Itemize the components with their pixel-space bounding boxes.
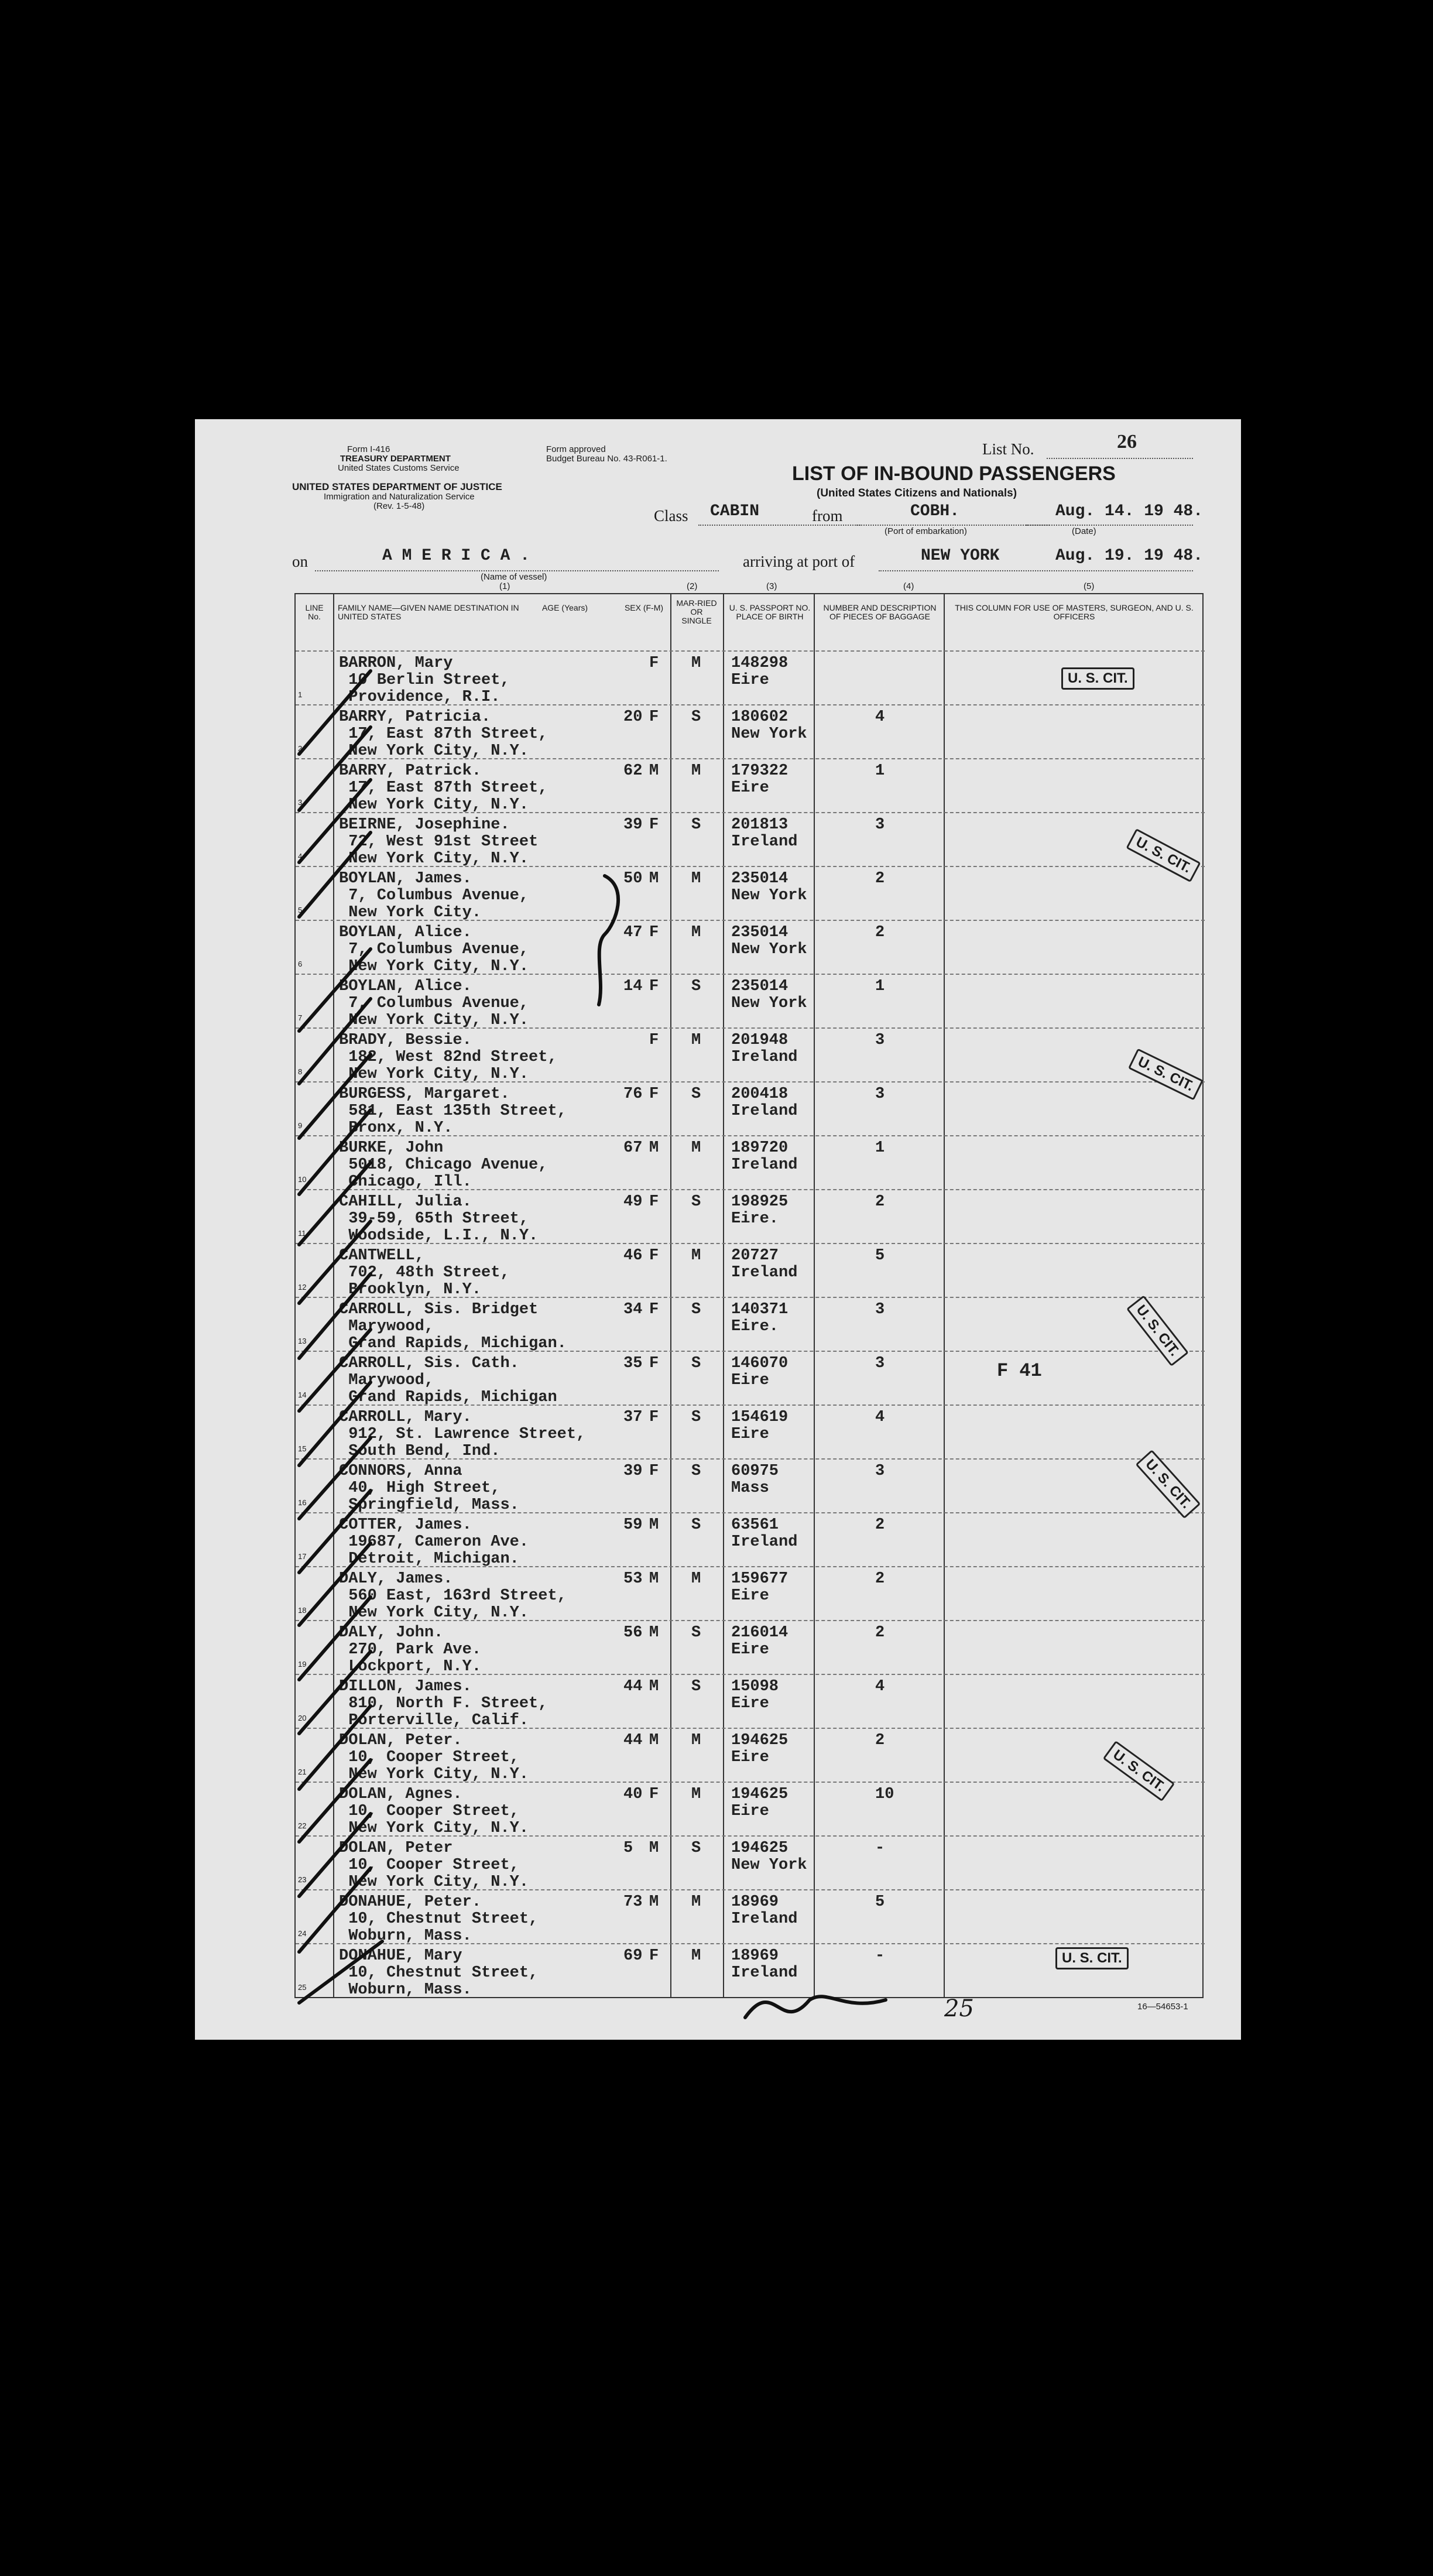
passenger-sex: F <box>649 708 659 726</box>
passenger-age: 53 <box>623 1570 643 1588</box>
passport-and-birthplace: 201813 Ireland <box>731 816 798 851</box>
passport-and-birthplace: 15098 Eire <box>731 1678 779 1712</box>
baggage-count: 3 <box>875 1355 885 1372</box>
marital-status: M <box>691 762 701 780</box>
passenger-age: 44 <box>623 1678 643 1695</box>
passenger-list-document <box>195 419 1241 2040</box>
us-cit-stamp: U. S. CIT. <box>1126 1295 1189 1366</box>
passenger-sex: M <box>649 1624 659 1642</box>
line-number: 1 <box>298 690 303 699</box>
port-of-embarkation: COBH. <box>910 502 960 520</box>
baggage-count: - <box>875 1947 885 1965</box>
vessel-name: A M E R I C A . <box>382 547 530 565</box>
passenger-sex: M <box>649 1678 659 1695</box>
passenger-name-address: CARROLL, Sis. Cath. Marywood, Grand Rapids, Michigan <box>339 1355 557 1406</box>
line-number: 24 <box>298 1929 307 1938</box>
form-approved: Form approved <box>546 444 606 454</box>
marital-status: S <box>691 708 701 726</box>
revision: (Rev. 1-5-48) <box>373 501 425 511</box>
col-num: (2) <box>687 581 698 591</box>
passenger-name-address: DOLAN, Peter. 10, Cooper Street, New York City, N.Y. <box>339 1732 529 1783</box>
col-num: (4) <box>903 581 914 591</box>
baggage-count: 2 <box>875 1624 885 1642</box>
passport-and-birthplace: 179322 Eire <box>731 762 789 797</box>
passenger-name-address: DOLAN, Peter 10, Cooper Street, New York City, N.Y. <box>339 1839 529 1891</box>
passport-and-birthplace: 154619 Eire <box>731 1409 789 1443</box>
line-number: 8 <box>298 1067 303 1076</box>
col-header-married: MAR-RIED OR SINGLE <box>676 598 717 625</box>
marital-status: M <box>691 870 701 888</box>
passenger-age: 14 <box>623 978 643 995</box>
form-number: Form I-416 <box>347 444 390 454</box>
baggage-count: 1 <box>875 1139 885 1157</box>
line-number: 19 <box>298 1660 307 1669</box>
marital-status: S <box>691 1193 701 1211</box>
passenger-name-address: CANTWELL, 702, 48th Street, Brooklyn, N.Y. <box>339 1247 510 1299</box>
line-number: 5 <box>298 906 303 914</box>
passport-and-birthplace: 194625 Eire <box>731 1732 789 1766</box>
document-title: LIST OF IN-BOUND PASSENGERS <box>792 463 1116 485</box>
passport-and-birthplace: 216014 Eire <box>731 1624 789 1659</box>
marital-status: M <box>691 924 701 941</box>
baggage-count: 3 <box>875 816 885 834</box>
marital-status: S <box>691 1409 701 1426</box>
passenger-age: 37 <box>623 1409 643 1426</box>
line-number: 20 <box>298 1714 307 1722</box>
line-number: 13 <box>298 1337 307 1345</box>
passenger-sex: M <box>649 1732 659 1749</box>
passport-and-birthplace: 201948 Ireland <box>731 1032 798 1066</box>
passenger-age: 40 <box>623 1786 643 1803</box>
baggage-count: 2 <box>875 1193 885 1211</box>
passport-and-birthplace: 198925 Eire. <box>731 1193 789 1228</box>
passenger-age: 50 <box>623 870 643 888</box>
passport-and-birthplace: 60975 Mass <box>731 1462 779 1497</box>
passenger-name-address: BRADY, Bessie. 182, West 82nd Street, New York City, N.Y. <box>339 1032 557 1083</box>
line-number: 4 <box>298 852 303 861</box>
baggage-count: 10 <box>875 1786 894 1803</box>
passenger-sex: F <box>649 1786 659 1803</box>
passenger-sex: F <box>649 1947 659 1965</box>
passenger-name-address: BURGESS, Margaret. 581, East 135th Street, Bronx, N.Y. <box>339 1085 567 1137</box>
passport-and-birthplace: 200418 Ireland <box>731 1085 798 1120</box>
baggage-count: 2 <box>875 1732 885 1749</box>
baggage-count: 2 <box>875 1570 885 1588</box>
passenger-age: 56 <box>623 1624 643 1642</box>
passport-and-birthplace: 18969 Ireland <box>731 1947 798 1982</box>
passenger-sex: M <box>649 1893 659 1911</box>
passenger-sex: F <box>649 1193 659 1211</box>
line-number: 16 <box>298 1498 307 1507</box>
passport-and-birthplace: 63561 Ireland <box>731 1516 798 1551</box>
passenger-sex: F <box>649 816 659 834</box>
customs-service: United States Customs Service <box>338 463 460 473</box>
baggage-count: 2 <box>875 1516 885 1534</box>
passenger-name-address: DONAHUE, Mary 10, Chestnut Street, Woburn, Mass. <box>339 1947 539 1999</box>
passenger-name-address: BOYLAN, James. 7, Columbus Avenue, New York City. <box>339 870 529 922</box>
passenger-sex: F <box>649 1462 659 1480</box>
passenger-age: 39 <box>623 816 643 834</box>
passenger-sex: F <box>649 655 659 672</box>
passenger-sex: F <box>649 1409 659 1426</box>
embarkation-date: Aug. 14. 19 48. <box>1055 502 1204 520</box>
on-label: on <box>292 553 308 570</box>
passport-and-birthplace: 140371 Eire. <box>731 1301 789 1335</box>
col-header-age: AGE (Years) <box>541 603 588 612</box>
passenger-sex: M <box>649 1839 659 1857</box>
line-number: 6 <box>298 960 303 968</box>
passenger-name-address: BOYLAN, Alice. 7, Columbus Avenue, New York City, N.Y. <box>339 924 529 975</box>
marital-status: S <box>691 978 701 995</box>
baggage-count: - <box>875 1839 885 1857</box>
us-cit-stamp: U. S. CIT. <box>1061 667 1134 690</box>
us-cit-stamp: U. S. CIT. <box>1103 1741 1175 1801</box>
line-number: 12 <box>298 1283 307 1292</box>
marital-status: S <box>691 1462 701 1480</box>
marital-status: S <box>691 1624 701 1642</box>
passenger-sex: M <box>649 1516 659 1534</box>
passenger-sex: M <box>649 870 659 888</box>
us-cit-stamp: U. S. CIT. <box>1136 1450 1201 1519</box>
marital-status: M <box>691 1570 701 1588</box>
passenger-name-address: CARROLL, Sis. Bridget Marywood, Grand Rapids, Michigan. <box>339 1301 567 1352</box>
marital-status: M <box>691 1139 701 1157</box>
passport-and-birthplace: 146070 Eire <box>731 1355 789 1389</box>
passenger-age: 73 <box>623 1893 643 1911</box>
budget-bureau: Budget Bureau No. 43-R061-1. <box>546 454 667 464</box>
marital-status: M <box>691 1947 701 1965</box>
passenger-sex: F <box>649 1355 659 1372</box>
passenger-age: 35 <box>623 1355 643 1372</box>
date-caption: (Date) <box>1072 526 1096 536</box>
col-header-officers: THIS COLUMN FOR USE OF MASTERS, SURGEON, AND U. S. OFFICERS <box>955 603 1194 621</box>
handwritten-check-marks <box>195 419 1241 2040</box>
marital-status: M <box>691 1893 701 1911</box>
col-num: (5) <box>1084 581 1095 591</box>
line-number: 23 <box>298 1875 307 1884</box>
marital-status: S <box>691 1516 701 1534</box>
passenger-age: 76 <box>623 1085 643 1103</box>
passenger-name-address: DOLAN, Agnes. 10, Cooper Street, New York City, N.Y. <box>339 1786 529 1837</box>
passenger-sex: F <box>649 1247 659 1265</box>
line-number: 14 <box>298 1390 307 1399</box>
line-number: 25 <box>298 1983 307 1992</box>
passenger-name-address: DALY, James. 560 East, 163rd Street, New York City, N.Y. <box>339 1570 567 1622</box>
us-cit-stamp: U. S. CIT. <box>1126 828 1201 882</box>
department-of-justice: UNITED STATES DEPARTMENT OF JUSTICE <box>292 481 502 492</box>
passenger-sex: M <box>649 762 659 780</box>
line-number: 22 <box>298 1821 307 1830</box>
line-number: 18 <box>298 1606 307 1615</box>
passenger-sex: F <box>649 1085 659 1103</box>
line-number: 17 <box>298 1552 307 1561</box>
us-cit-stamp: U. S. CIT. <box>1128 1049 1204 1101</box>
col-header-name: FAMILY NAME—GIVEN NAME DESTINATION IN UNITED STATES <box>338 603 519 621</box>
baggage-count: 2 <box>875 870 885 888</box>
passenger-name-address: CONNORS, Anna 40, High Street, Springfield, Mass. <box>339 1462 519 1514</box>
passenger-name-address: BURKE, John 5018, Chicago Avenue, Chicago, Ill. <box>339 1139 548 1191</box>
passenger-name-address: BARRY, Patricia. 17, East 87th Street, New York City, N.Y. <box>339 708 548 760</box>
us-cit-stamp: U. S. CIT. <box>1055 1947 1129 1969</box>
passenger-sex: M <box>649 1570 659 1588</box>
line-number: 21 <box>298 1767 307 1776</box>
list-no-label: List No. <box>982 440 1034 458</box>
passenger-age: 20 <box>623 708 643 726</box>
passenger-age: 39 <box>623 1462 643 1480</box>
baggage-count: 4 <box>875 1678 885 1695</box>
immigration-service: Immigration and Naturalization Service <box>324 492 475 502</box>
col-header-baggage: NUMBER AND DESCRIPTION OF PIECES OF BAGGAGE <box>823 603 937 621</box>
handwritten-count: 25 <box>944 1995 974 2022</box>
passenger-age: 46 <box>623 1247 643 1265</box>
passenger-name-address: CAHILL, Julia. 39-59, 65th Street, Woodside, L.I., N.Y. <box>339 1193 539 1245</box>
passenger-name-address: BARRY, Patrick. 17, East 87th Street, New York City, N.Y. <box>339 762 548 814</box>
passenger-name-address: BEIRNE, Josephine. 72, West 91st Street New York City, N.Y. <box>339 816 539 868</box>
passenger-sex: F <box>649 1301 659 1318</box>
passenger-sex: F <box>649 1032 659 1049</box>
line-number: 3 <box>298 798 303 807</box>
col-num: (3) <box>766 581 777 591</box>
marital-status: S <box>691 816 701 834</box>
passenger-age: 69 <box>623 1947 643 1965</box>
col-header-sex: SEX (F-M) <box>624 603 664 612</box>
passport-and-birthplace: 235014 New York <box>731 978 807 1012</box>
marital-status: S <box>691 1301 701 1318</box>
marital-status: S <box>691 1355 701 1372</box>
line-number: 7 <box>298 1013 303 1022</box>
passenger-age: 62 <box>623 762 643 780</box>
line-number: 11 <box>298 1229 306 1238</box>
arriving-label: arriving at port of <box>743 553 855 570</box>
marital-status: M <box>691 655 701 672</box>
baggage-count: 3 <box>875 1301 885 1318</box>
marital-status: M <box>691 1786 701 1803</box>
passenger-age: 34 <box>623 1301 643 1318</box>
class-label: Class <box>654 507 688 525</box>
baggage-count: 3 <box>875 1032 885 1049</box>
marital-status: S <box>691 1678 701 1695</box>
passport-and-birthplace: 20727 Ireland <box>731 1247 798 1282</box>
passport-and-birthplace: 148298 Eire <box>731 655 789 689</box>
col-num: (1) <box>499 581 510 591</box>
passenger-age: 5 <box>623 1839 633 1857</box>
baggage-count: 1 <box>875 978 885 995</box>
passenger-age: 49 <box>623 1193 643 1211</box>
passenger-age: 47 <box>623 924 643 941</box>
arrival-port: NEW YORK <box>921 547 1000 565</box>
from-label: from <box>812 507 843 525</box>
treasury-department: TREASURY DEPARTMENT <box>340 454 451 464</box>
passport-and-birthplace: 235014 New York <box>731 870 807 905</box>
passport-and-birthplace: 194625 Eire <box>731 1786 789 1820</box>
port-embarkation-caption: (Port of embarkation) <box>885 526 967 536</box>
passenger-name-address: BOYLAN, Alice. 7, Columbus Avenue, New York City, N.Y. <box>339 978 529 1029</box>
col-header-passport: U. S. PASSPORT NO. PLACE OF BIRTH <box>729 603 811 621</box>
marital-status: M <box>691 1247 701 1265</box>
passenger-sex: F <box>649 924 659 941</box>
passenger-sex: M <box>649 1139 659 1157</box>
line-number: 15 <box>298 1444 307 1453</box>
marital-status: S <box>691 1085 701 1103</box>
arrival-date: Aug. 19. 19 48. <box>1055 547 1204 565</box>
passport-and-birthplace: 18969 Ireland <box>731 1893 798 1928</box>
vessel-caption: (Name of vessel) <box>481 572 547 582</box>
marital-status: M <box>691 1032 701 1049</box>
passport-and-birthplace: 194625 New York <box>731 1839 807 1874</box>
baggage-count: 4 <box>875 708 885 726</box>
col-header-line: LINE No. <box>305 603 324 621</box>
passenger-age: 59 <box>623 1516 643 1534</box>
passenger-name-address: DONAHUE, Peter. 10, Chestnut Street, Woburn, Mass. <box>339 1893 539 1945</box>
marital-status: M <box>691 1732 701 1749</box>
passenger-name-address: COTTER, James. 19687, Cameron Ave. Detroit, Michigan. <box>339 1516 529 1568</box>
officer-note: F 41 <box>997 1360 1042 1382</box>
passenger-name-address: BARRON, Mary 10 Berlin Street, Providence, R.I. <box>339 655 510 706</box>
passenger-sex: F <box>649 978 659 995</box>
marital-status: S <box>691 1839 701 1857</box>
passenger-name-address: DALY, John. 270, Park Ave. Lockport, N.Y. <box>339 1624 482 1676</box>
class-value: CABIN <box>710 502 760 520</box>
passenger-name-address: DILLON, James. 810, North F. Street, Porterville, Calif. <box>339 1678 548 1729</box>
passport-and-birthplace: 159677 Eire <box>731 1570 789 1605</box>
baggage-count: 3 <box>875 1462 885 1480</box>
passport-and-birthplace: 189720 Ireland <box>731 1139 798 1174</box>
passenger-age: 67 <box>623 1139 643 1157</box>
document-subtitle: (United States Citizens and Nationals) <box>817 487 1017 499</box>
footer-code: 16—54653-1 <box>1137 2002 1188 2012</box>
baggage-count: 2 <box>875 924 885 941</box>
baggage-count: 3 <box>875 1085 885 1103</box>
baggage-count: 5 <box>875 1893 885 1911</box>
passenger-name-address: CARROLL, Mary. 912, St. Lawrence Street, South Bend, Ind. <box>339 1409 586 1460</box>
baggage-count: 4 <box>875 1409 885 1426</box>
passenger-age: 44 <box>623 1732 643 1749</box>
line-number: 10 <box>298 1175 307 1184</box>
baggage-count: 5 <box>875 1247 885 1265</box>
line-number: 2 <box>298 744 303 753</box>
line-number: 9 <box>298 1121 303 1130</box>
list-number: 26 <box>1117 431 1137 453</box>
passport-and-birthplace: 235014 New York <box>731 924 807 958</box>
baggage-count: 1 <box>875 762 885 780</box>
passport-and-birthplace: 180602 New York <box>731 708 807 743</box>
